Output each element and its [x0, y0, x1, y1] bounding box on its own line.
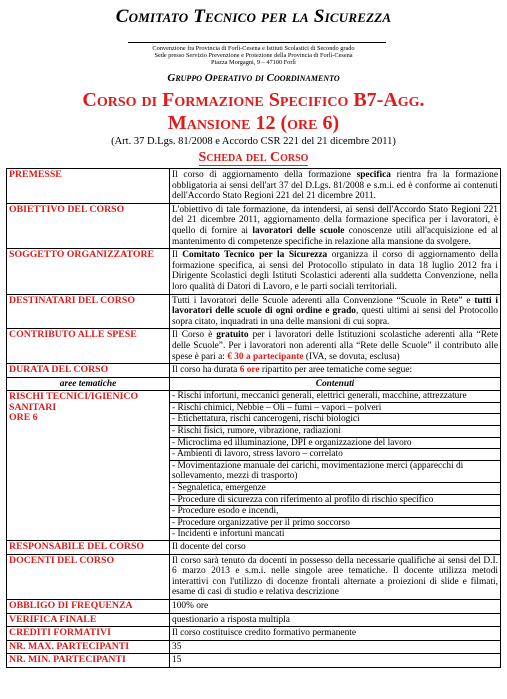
list-item: - Movimentazione manuale dei carichi, movimentazione merci (apparecchi di sollevamento, mezzi di trasporto) [170, 461, 500, 483]
table-row [7, 391, 501, 541]
rischi-contents [170, 391, 501, 541]
max-participants-value: 35 [170, 640, 501, 654]
durata-hours: 6 ore [239, 365, 260, 376]
durata-label: DURATA DEL CORSO [7, 364, 170, 378]
contributo-label: CONTRIBUTO ALLE SPESE [7, 329, 170, 364]
table-row [7, 329, 501, 364]
table-row [7, 541, 501, 555]
list-item: - Rischi infortuni, meccanici generali, elettrici generali, macchine, attrezzature [170, 391, 500, 403]
table-row [7, 599, 501, 613]
premesse-label: PREMESSE [7, 169, 170, 204]
list-item: - Segnaletica, emergenze [170, 483, 500, 495]
table-row [7, 249, 501, 294]
verifica-text: questionario a risposta multipla [170, 613, 501, 627]
list-item: - Procedure di sicurezza con riferimento al profilo di rischio specifico [170, 495, 500, 507]
table-row [7, 640, 501, 654]
rischi-label-hours: ORE 6 [9, 412, 38, 424]
table-row [7, 364, 501, 378]
destinatari-label: DESTINATARI DEL CORSO [7, 294, 170, 329]
durata-text [170, 364, 501, 378]
destinatari-text-part: , questi ultimi ai sensi del Protocollo sopra citato, inquadrati in una delle mansioni di cui sopra. [172, 306, 498, 327]
title-divider [128, 42, 386, 43]
responsabile-label: RESPONSABILE DEL CORSO [7, 541, 170, 555]
obiettivo-text-bold: lavoratori delle scuole [252, 225, 345, 236]
soggetto-text-bold: Comitato Tecnico per la Sicurezza [182, 250, 328, 261]
soggetto-text-part: organizza il corso di aggiornamento della formazione specifica, ai sensi del Protocollo stipulato in data 18 luglio 2012 fra i Dirigente Scolastici degli Istituti Scolastici aderenti alla suddetta Convenzione, nella loro qualità di Datori di Lavoro, e le parti sociali territoriali. [172, 250, 498, 292]
course-title-line-2: Mansione 12 (ore 6) [167, 112, 340, 134]
soggetto-text [170, 249, 501, 294]
min-participants-value: 15 [170, 654, 501, 668]
page-title: Comitato Tecnico per la Sicurezza [115, 6, 392, 27]
contributo-price: € 30 a partecipante [227, 351, 304, 362]
obiettivo-text-part: L'obiettivo di tale formazione, da intendersi, ai sensi dell'Accordo Stato Regioni 221 del 21 dicembre 2011, aggiornamento della formazione specifica per i lavoratori, è quello di fornire ai [172, 204, 498, 236]
info-line-3: Piazza Morgagni, 9 – 47100 Forlì [211, 59, 296, 66]
destinatari-text [170, 294, 501, 329]
table-row [7, 554, 501, 599]
contributo-text-part: Il Corso è [172, 330, 217, 341]
table-row [7, 627, 501, 641]
obiettivo-label: OBIETTIVO DEL CORSO [7, 203, 170, 248]
obiettivo-text-part: conoscenze utili all'acquisizione ed al mantenimento di competenze specifiche in relazione alla mansione da svolgere. [172, 225, 498, 247]
frequenza-text: 100% ore [170, 599, 501, 613]
list-item: - Ambienti di lavoro, stress lavoro – correlato [170, 449, 500, 461]
contenuti-header: Contenuti [170, 377, 501, 391]
aree-header: aree tematiche [7, 377, 170, 391]
rischi-label [7, 391, 170, 541]
legal-reference: (Art. 37 D.Lgs. 81/2008 e Accordo CSR 221 del 21 dicembre 2011) [111, 136, 396, 147]
durata-text-part: Il corso ha durata [172, 365, 240, 376]
list-item: - Microclima ed illuminazione, DPI e organizzazione del lavoro [170, 438, 500, 450]
table-row [7, 613, 501, 627]
crediti-label: CREDITI FORMATIVI [7, 627, 170, 641]
table-row [7, 294, 501, 329]
docenti-text: Il corso sarà tenuto da docenti in possesso della necessarie qualifiche ai sensi del D.I. 6 marzo 2013 e s.m.i. nelle singole aree tematiche. Il docente utilizza metodi interattivi con l'utilizzo di docenze frontali alternate a proiezioni di slide e filmati, esame di casi di studio e relativa descrizione [170, 554, 501, 599]
gruppo-heading: Gruppo Operativo di Coordinamento [167, 72, 340, 84]
scheda-heading-text: Scheda del Corso [198, 150, 309, 165]
max-participants-label: NR. MAX. PARTECIPANTI [7, 640, 170, 654]
docenti-label: DOCENTI DEL CORSO [7, 554, 170, 599]
list-item: - Rischi chimici, Nebbie – Oli – fumi – vapori – polveri [170, 403, 500, 415]
rischi-label-title: RISCHI TECNICI/IGIENICO SANITARI [9, 391, 139, 413]
table-row [7, 203, 501, 248]
list-item: - Procedure organizzative per il primo soccorso [170, 518, 500, 530]
list-item: - Rischi fisici, rumore, vibrazione, radiazioni [170, 426, 500, 438]
crediti-text: Il corso costituisce credito formativo permanente [170, 627, 501, 641]
scheda-heading [0, 150, 507, 166]
info-line-2: Sede presso Servizio Prevenzione e Protezione della Provincia di Forlì-Cesena [154, 52, 353, 59]
contributo-text-part: per i lavoratori delle Istituzioni scolastiche aderenti alla “Rete delle Scuole”. Per i lavoratori non aderenti alla “Rete delle Scuole” il contributo alle spese è pari a: [172, 330, 498, 362]
list-item: - Incidenti e infortuni mancati [172, 529, 285, 540]
durata-text-part: ripartito per aree tematiche come segue: [259, 365, 413, 376]
destinatari-text-part: Tutti i lavoratori delle Scuole aderenti alla Convenzione “Scuole in Rete” e [172, 295, 475, 306]
course-table [6, 168, 501, 668]
list-item: - Etichettatura, rischi cancerogeni, rischi biologici [170, 414, 500, 426]
premesse-text-part: Il corso di aggiornamento della formazione [172, 170, 357, 180]
table-header-row [7, 377, 501, 391]
frequenza-label: OBBLIGO DI FREQUENZA [7, 599, 170, 613]
responsabile-text: Il docente del corso [170, 541, 501, 555]
course-title-line-1: Corso di Formazione Specifico B7-Agg. [82, 89, 425, 111]
soggetto-label: SOGGETTO ORGANIZZATORE [7, 249, 170, 294]
premesse-text-part: rientra fra la formazione obbligatoria ai sensi dell'art 37 del D.Lgs. 81/2008 e s.m.i. ed è conforme ai contenuti dell'Accordo Stato Regioni 221 del 21 dicembre 2011. [172, 170, 498, 202]
verifica-label: VERIFICA FINALE [7, 613, 170, 627]
table-row [7, 169, 501, 204]
contributo-text [170, 329, 501, 364]
table-row [7, 654, 501, 668]
soggetto-text-part: Il [172, 250, 183, 261]
premesse-text [170, 169, 501, 204]
contributo-text-part: (IVA, se dovuta, esclusa) [303, 351, 400, 362]
obiettivo-text [170, 203, 501, 248]
list-item: - Procedure esodo e incendi, [170, 506, 500, 518]
contributo-text-bold: gratuito [216, 330, 249, 341]
premesse-text-bold: specifica [356, 170, 391, 180]
min-participants-label: NR. MIN. PARTECIPANTI [7, 654, 170, 668]
info-line-1: Convenzione fra Provincia di Forlì-Cesena e Istituti Scolastici di Secondo grado [152, 45, 355, 52]
destinatari-text-bold: tutti i lavoratori delle scuole di ogni ordine e grado [172, 295, 498, 317]
